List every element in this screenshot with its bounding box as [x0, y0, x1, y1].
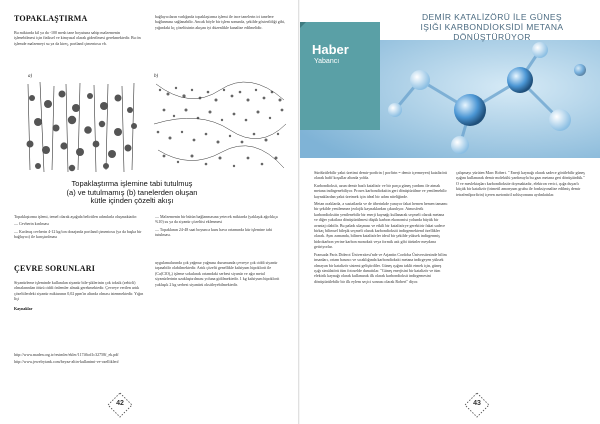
- paragraph: Bu miktarda kil ya da -100 mesh tane boyutuna sahip malzemenin işlenebilmesi için fiziksel ve kimyasal olarak giderilmesi gerekmektedir. Bu ön işlemde malzemeyi su ya da kireç, portland çimentosu vb.: [14, 30, 141, 46]
- page-number-left: [107, 392, 133, 418]
- bullet-item: — Topaklanın 24-48 saat boyunca kuru hava ortamında kür işlemine tabi tutulması.: [155, 226, 272, 238]
- molecule-atom: [454, 94, 486, 126]
- source-link[interactable]: http://www.maden.org.tr/resimler/ekler/11746cd1c32758f_ek.pdf: [14, 352, 119, 357]
- caption-line: Topaklaştırma işlemine tabi tutulmuş: [71, 179, 193, 188]
- ribbon-fold: [300, 22, 306, 28]
- haber-logo-banner: [300, 22, 380, 130]
- left-column-2-top: [155, 14, 287, 32]
- heading-topaklastirma: TOPAKLAŞTIRMA: [14, 14, 88, 23]
- molecule-atom: [574, 64, 586, 76]
- paragraph: çalışmayı yürüten Marc Robert. " Enerji kaynağı olarak sadece görülebilir güneş ışığını kullanarak demir molekülü yardımıyla bu gazı metana geri dönüştürdük." O ve meslektaşları karbondioksite doymaktadır, elektron verici, ışığa duyarlı küçük bir katalizör (trimetil amonyum grubu ile fonksiyonalize edilmiş demir tetrafenilporfirin) içeren asetonitril solüsyonunu aydınlattılar.: [456, 170, 585, 197]
- molecule-atom: [451, 136, 469, 154]
- logo-text: Haber: [312, 42, 349, 57]
- page-number-text: 42: [116, 400, 124, 407]
- figure-b-diagram: [150, 80, 290, 176]
- title-line: DEMİR KATALİZÖRÜ İLE GÜNEŞ: [422, 12, 562, 22]
- paragraph: uygulamalarında çok yağmur yağması durumunda çevreye çok ciddi siyanür taşınabilir olabilmektedir. Artık çözelti genellikle kalsiyum hipoklorit ile (Ca(ClO)₂) işleme sokularak ortamdaki serbest siyanür ve ağır metal siyanürlerinin uzaklaştırılması yoluna gidilmektedir. 1 kg kalsiyum hipoklorit yaklaşık 2 kg serbest siyanürü oksitleyebilmektedir.: [155, 260, 280, 287]
- caption-line: kütle içinden çözelti akışı: [90, 196, 174, 205]
- paragraph: Siyanürleme işleminde kullanılan siyanür bile-şiklerinin çok toksik (zehirli) olmalarından ötürü ciddi önlemler almak gerekmektedir. Çevreye verilen artık çözeltilerdeki siyanür miktarının 0,02 ppm'in altında olması istenmektedir. Yığın liçi: [14, 280, 144, 302]
- left-column-2-middle: [155, 214, 287, 240]
- paragraph: Sürdürülebilir yakıt üretimi demir-porfirin ( porfirin = demir içermeyen) katalizörü olarak hafif koşullar altında yolda.: [314, 170, 447, 181]
- title-line: DÖNÜŞTÜRÜYOR: [453, 32, 531, 42]
- caption-line: (a) ve tutulmamış (b) tanelerden oluşan: [66, 187, 198, 197]
- right-column-2: [456, 170, 588, 199]
- figure-a-diagram: [18, 80, 144, 176]
- page-number-right: [464, 392, 490, 418]
- molecule-atom: [388, 103, 402, 117]
- bullet-item: — Kırılmış cevherin 4-12 kg/ton dozajında portland çimentosu (ya da başka bir bağlayıcı) ile karıştırılması: [14, 228, 142, 240]
- figure-caption: [42, 180, 222, 206]
- molecule-atom: [410, 70, 430, 90]
- logo-subtext: Yabancı: [314, 58, 340, 65]
- page-number-text: 43: [473, 400, 481, 407]
- paragraph: Topaklaştırma işlemi, temel olarak aşağıda belirtilen adımlarla oluşmaktadır:: [14, 214, 138, 219]
- molecule-atom: [507, 67, 533, 93]
- article-title: [392, 12, 592, 42]
- right-page: [300, 0, 600, 424]
- left-column-2-bottom: [155, 260, 287, 289]
- title-line: IŞIĞI KARBONDİOKSİDİ METANA: [420, 22, 564, 32]
- molecule-atom: [532, 42, 548, 58]
- sources-list: [14, 352, 284, 367]
- source-link[interactable]: http://www.jewelrytank.com/beyaz-altin-kullanimi-ve-ozellikleri/: [14, 359, 120, 365]
- bullet-item: — Malzemenin bir bütün bağlanmasına yetecek miktarda (yaklaşık ağırlıkça %10) su ya da siyanür çözeltisi eklenmesi: [155, 214, 278, 225]
- sources-heading: Kaynaklar: [14, 305, 33, 311]
- right-column-1: [314, 170, 448, 286]
- left-column-1-bottom: [14, 280, 148, 313]
- paragraph: Fransada Paris Diderot Üniversitesi'nde ve Arjantin Cordoba Üniversitesinde bilim insanları, ortam basıncı ve sıcaklığında karbondioksiti metana indirgeyen yüksek olmayan bir katalizör sistemi geliştirdiler. Güneş ışığını taklit etmek için, güneş ışığı simülatörü tüm fotoselde damıttılar. "Güneş enerjisini bir katalizör ve tüm elektrik kaynağı olarak kullanarak ilk olarak karbondioksit indirgemesini dönüştürülebilir bir ilk eylem seçici sonrası olarak Robert" diyor.: [314, 251, 447, 284]
- figure-label-a: a): [28, 74, 33, 79]
- paragraph: Karbondioksit, uzun demir bazlı katalizör ve bir parça güneş yardımı ile atmak metana indirgenebiliyor. Proses karbondioksitin geri dönüştürülme ve yenilenebilir kaynaklardan yakıt üretmek için ideal bir adım niteliğinde.: [314, 182, 447, 199]
- left-column-1-top: [14, 30, 142, 48]
- molecule-atom: [549, 109, 571, 131]
- figure-label-b: b): [154, 74, 159, 79]
- paragraph: Metan oraklarda, a sustatlarda ve de tiberinkde yanıyor fakat hemen hemen tamamı bir şekilde yenilenmez jeolojik kaynaklardan çıkarılıyor. Atmosferik karbondioksitin yenilenebilir bir enerji kaynağı kullanarak seçmeli olarak metana ve diğer yakıtlara dönüştürülmesi düşük karbon ekonomisi yolunda büyük bir avantaj olabilir. Bu paladı ulaşması ve etkili bir katalizörye gerektirir fakat sadece birkaç bilimsel bileşik seçmeli olarak karbondioksiti indirgemektend özellikler olarak. Aynı zamanda, bilinen katalizörler ideal bir şekilde yüksek indirgenmiş hidrokarbon yerine karbon monoksit veya formik asit gibi türünler meydana getiriyorlar.: [314, 201, 448, 250]
- bullet-item: — Cevherin kırılması: [14, 221, 49, 227]
- heading-cevre-sorunlari: ÇEVRE SORUNLARI: [14, 264, 96, 273]
- paragraph: bağlayıcıların varlığında topaklaştırma işlemi ile ince tanelerin iri tanelere bağlanması sağlanabilir. Ancak böyle bir işlem sonunda, şekilde gösterildiği gibi, yığındaki kç çözeltisinin akışını iyi düzenlikle kanalize edilmelidir.: [155, 14, 285, 30]
- left-column-1-middle: [14, 214, 148, 242]
